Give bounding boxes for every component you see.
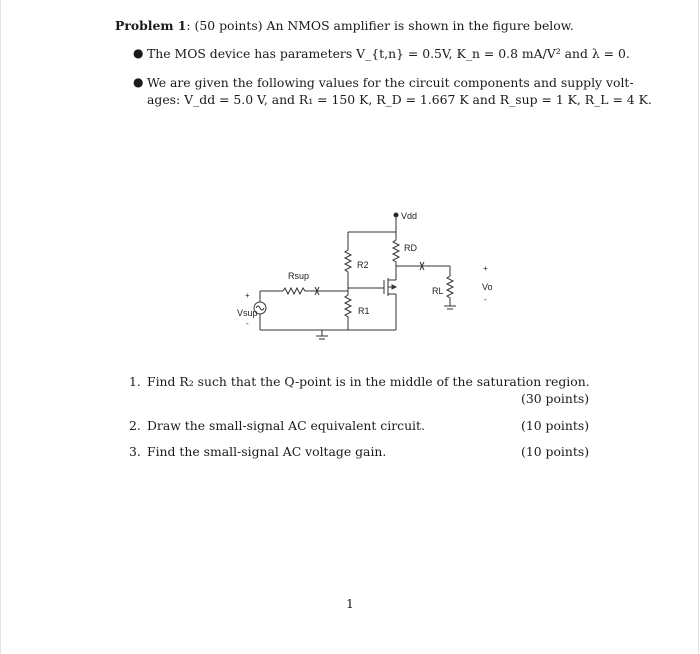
bullet-2-line-1: We are given the following values for the circuit components and supply volt- — [147, 75, 634, 90]
question-3-text: Find the small-signal AC voltage gain. — [147, 444, 387, 459]
r2-label: R2 — [357, 260, 369, 270]
vsup-minus: - — [246, 319, 249, 328]
vo-minus: - — [484, 295, 487, 304]
vo-plus: + — [483, 264, 488, 273]
vdd-node — [394, 213, 398, 217]
question-1-text: Find R₂ such that the Q-point is in the middle of the saturation region. — [147, 374, 590, 389]
rd-label: RD — [404, 243, 417, 253]
rsup-resistor — [283, 288, 318, 294]
nmos-arrow — [392, 285, 396, 289]
bullet-dot-2: ● — [133, 75, 144, 89]
vo-label: Vo — [482, 282, 493, 292]
r2-resistor — [345, 250, 351, 288]
r1-label: R1 — [358, 306, 370, 316]
problem-intro: : (50 points) An NMOS amplifier is shown in the figure below. — [186, 18, 574, 33]
rd-resistor — [393, 232, 399, 266]
question-2-number: 2. — [129, 418, 141, 433]
question-1-number: 1. — [129, 374, 141, 389]
r1-resistor — [345, 295, 351, 330]
rl-resistor — [447, 276, 453, 306]
page-number: 1 — [346, 596, 354, 611]
question-3-points: (10 points) — [521, 444, 590, 459]
bullet-dot-1: ● — [133, 46, 144, 60]
question-2-text: Draw the small-signal AC equivalent circuit. — [147, 418, 425, 433]
rl-label: RL — [432, 286, 444, 296]
question-2-points: (10 points) — [521, 418, 590, 433]
question-3-number: 3. — [129, 444, 141, 459]
vsup-label: Vsup — [237, 308, 258, 318]
bullet-2-line-2: ages: V_dd = 5.0 V, and R₁ = 150 K, R_D = 1.667 K and R_sup = 1 K, R_L = 4 K. — [147, 92, 652, 107]
rsup-label: Rsup — [288, 271, 310, 281]
bullet-1-text: The MOS device has parameters V_{t,n} = 0.5V, K_n = 0.8 mA/V² and λ = 0. — [147, 46, 630, 61]
question-1-points: (30 points) — [521, 391, 590, 406]
vsup-plus: + — [245, 291, 250, 300]
problem-heading: Problem 1 — [115, 18, 187, 33]
vdd-label: Vdd — [401, 211, 418, 221]
